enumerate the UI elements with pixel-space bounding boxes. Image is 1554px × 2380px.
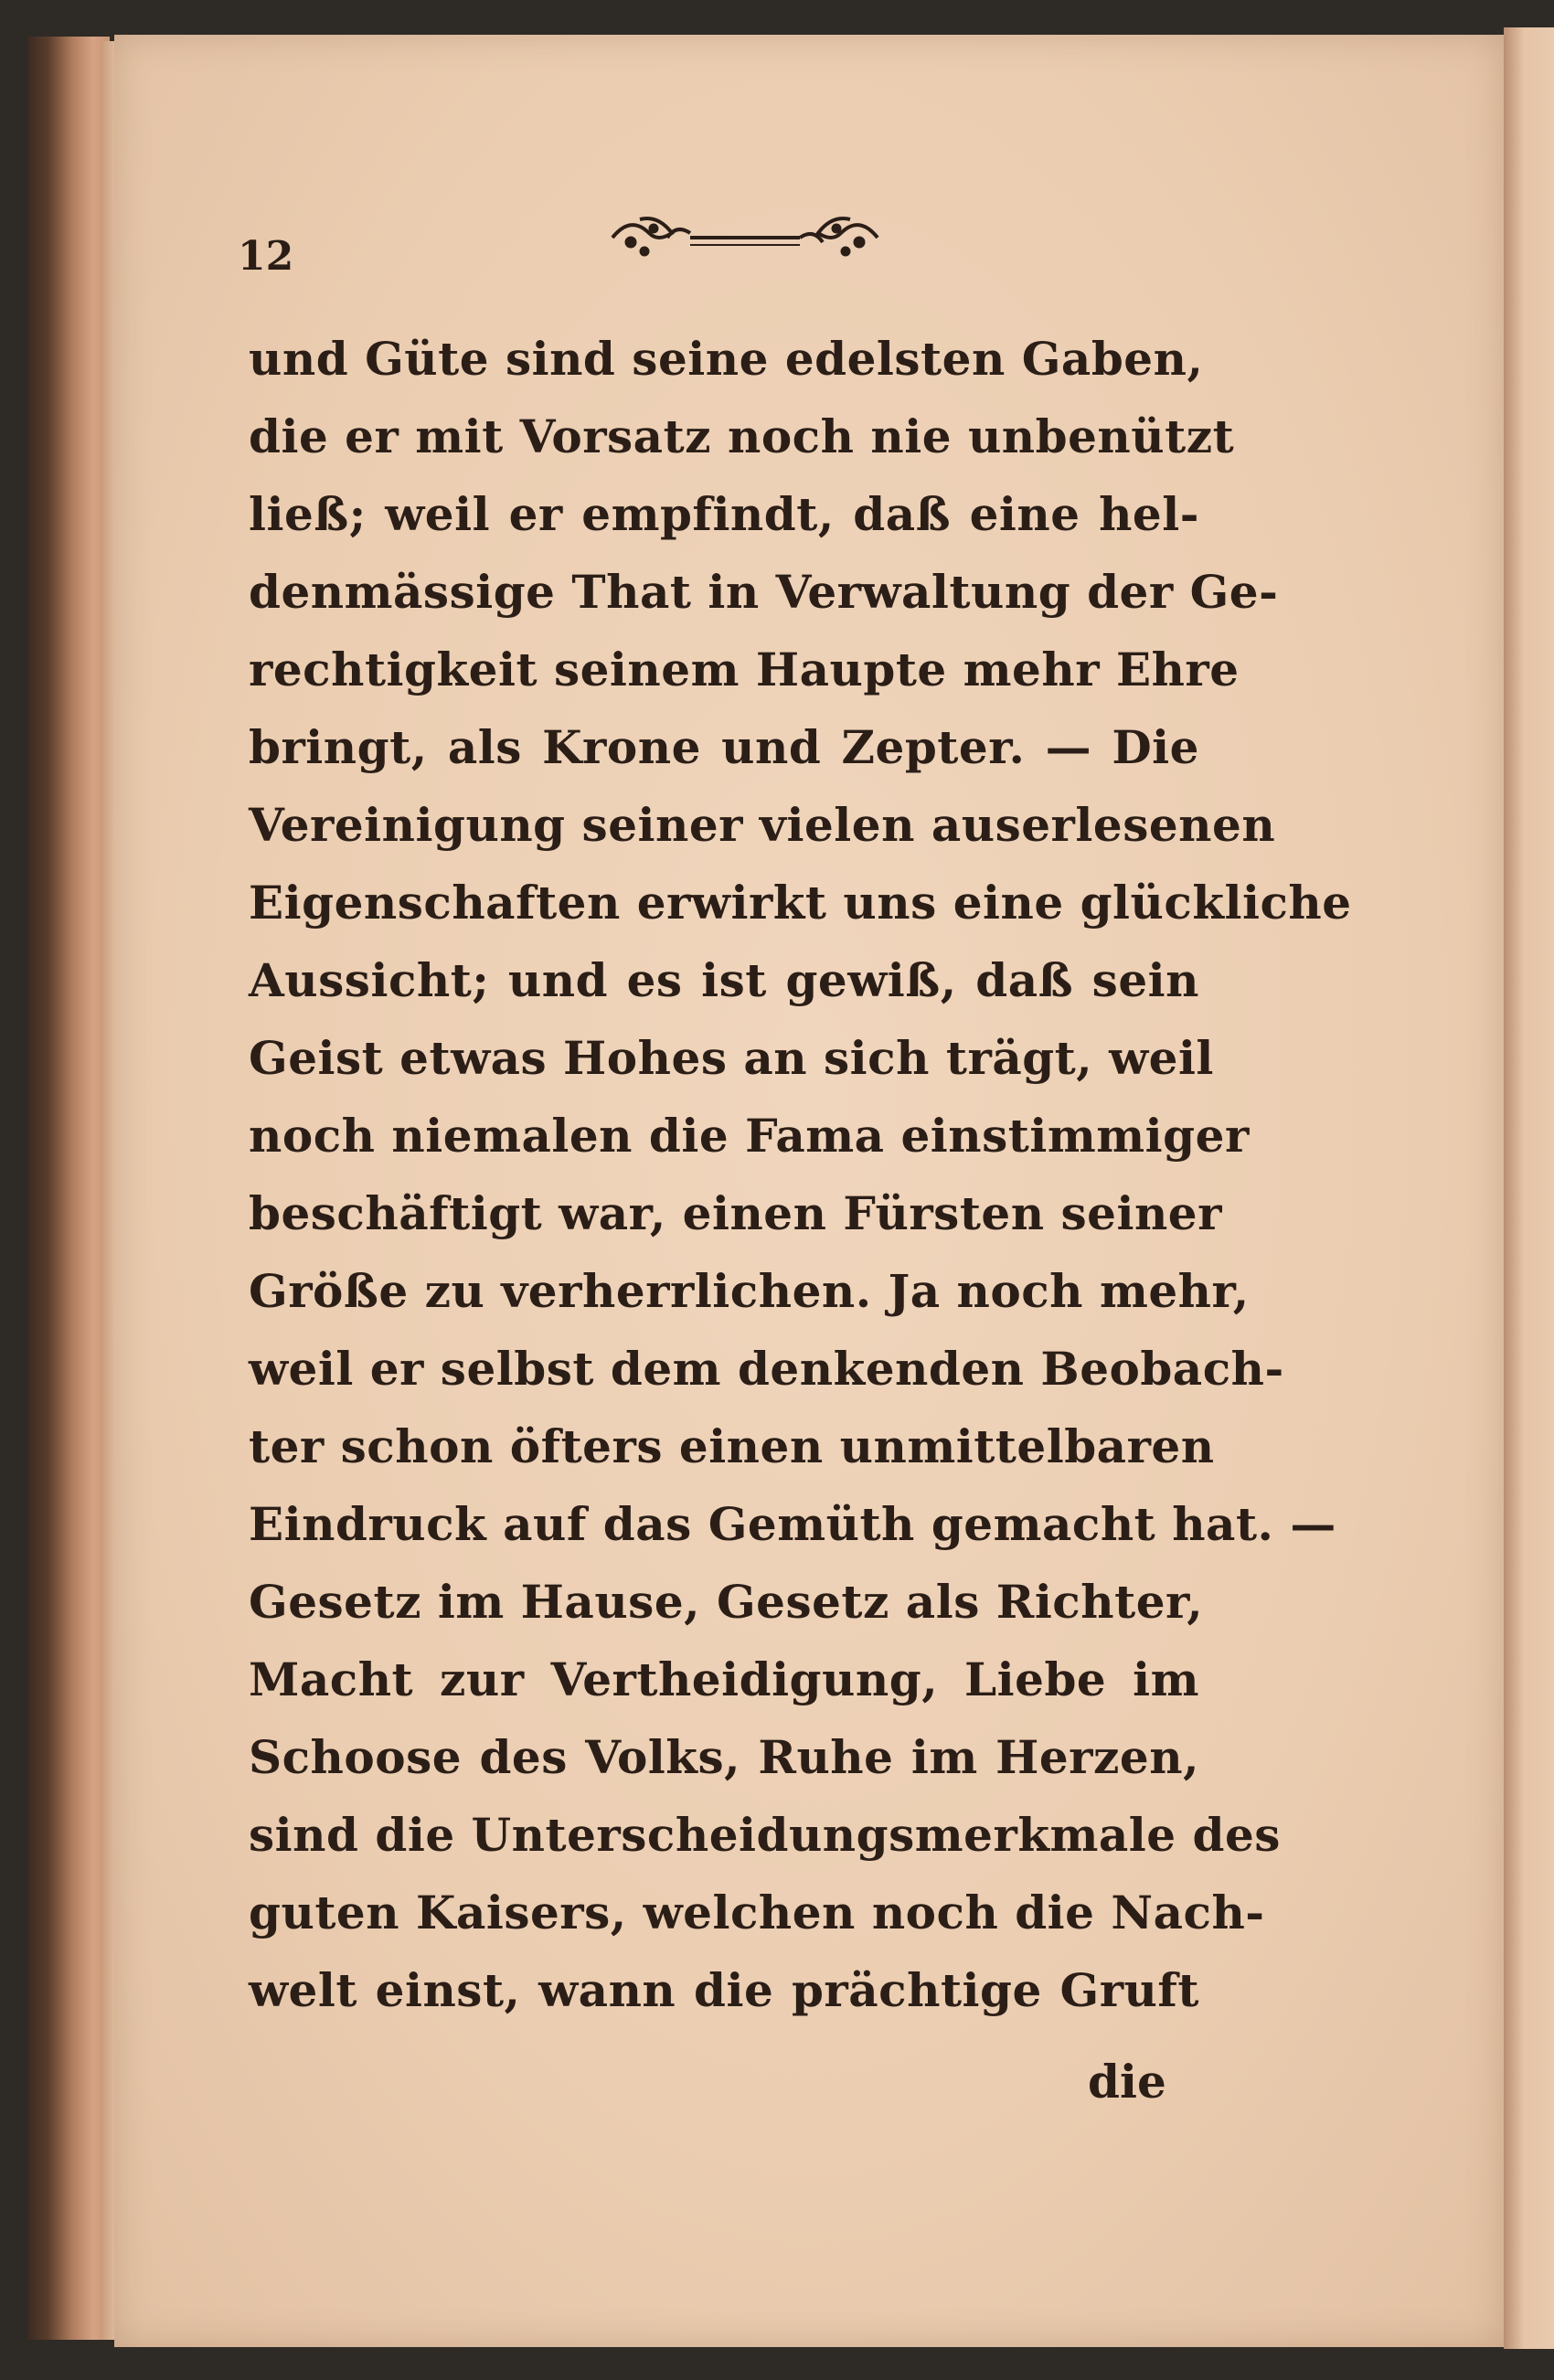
text-line: Aussicht; und es ist gewiß, daß sein <box>249 953 1199 1007</box>
text-line: Größe zu verherrlichen. Ja noch mehr, <box>249 1264 1250 1318</box>
catchword: die <box>1088 2055 1166 2109</box>
page-number: 12 <box>238 233 294 280</box>
text-line: Eindruck auf das Gemüth gemacht hat. — <box>249 1497 1336 1551</box>
text-line: ter schon öfters einen unmittelbaren <box>249 1419 1215 1473</box>
text-line: denmässige That in Verwaltung der Ge- <box>249 565 1279 619</box>
text-line: Macht zur Vertheidigung, Liebe im <box>249 1652 1199 1706</box>
text-line: ließ; weil er empfindt, daß eine hel- <box>249 487 1199 541</box>
floral-ornament-icon <box>603 210 887 265</box>
text-line: Geist etwas Hohes an sich trägt, weil <box>249 1031 1214 1085</box>
text-line: rechtigkeit seinem Haupte mehr Ehre <box>249 643 1240 696</box>
text-line: Vereinigung seiner vielen auserlesenen <box>249 798 1276 852</box>
text-line: die er mit Vorsatz noch nie unbenützt <box>249 409 1235 463</box>
book-binding <box>27 37 110 2340</box>
text-line: noch niemalen die Fama einstimmiger <box>249 1109 1250 1163</box>
body-text <box>249 320 1352 2029</box>
text-line: beschäftigt war, einen Fürsten seiner <box>249 1186 1222 1240</box>
text-line: und Güte sind seine edelsten Gaben, <box>249 332 1204 386</box>
text-line: Eigenschaften erwirkt uns eine glückliche <box>249 876 1352 930</box>
text-line: welt einst, wann die prächtige Gruft <box>249 1963 1199 2017</box>
text-line: bringt, als Krone und Zepter. — Die <box>249 720 1199 774</box>
facing-page-edge <box>1504 27 1554 2349</box>
text-line: sind die Unterscheidungsmerkmale des <box>249 1808 1281 1862</box>
text-line: guten Kaisers, welchen noch die Nach- <box>249 1886 1265 1939</box>
text-line: weil er selbst dem denkenden Beobach- <box>249 1342 1284 1396</box>
text-line: Gesetz im Hause, Gesetz als Richter, <box>249 1575 1204 1629</box>
text-line: Schoose des Volks, Ruhe im Herzen, <box>249 1730 1199 1784</box>
